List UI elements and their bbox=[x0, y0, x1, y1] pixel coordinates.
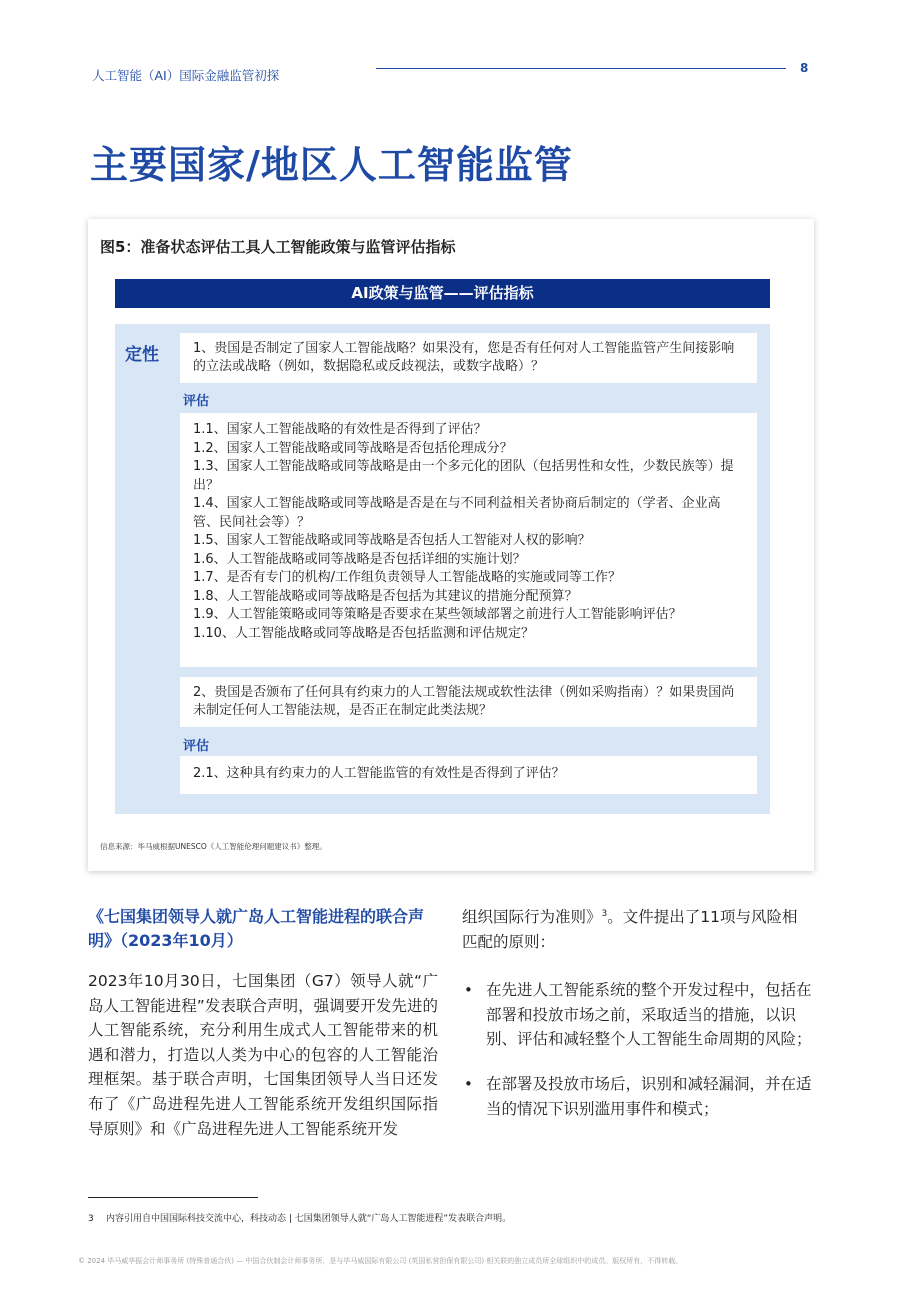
body-paragraph: 2023年10月30日，七国集团（G7）领导人就“广岛人工智能进程”发表联合声明，强调要开发先进的人工智能系统，充分利用生成式人工智能带来的机遇和潜力，打造以人类为中心的包容的人工智能治理框架。基于联合声明，七国集团领导人当日还发布了《广岛进程先进人工智能系统开发组织国际指导原则》和《广岛进程先进人工智能系统开发 bbox=[88, 972, 438, 1138]
footnote-reference[interactable]: 3 bbox=[601, 908, 608, 919]
figure-card bbox=[88, 219, 814, 871]
principles-list bbox=[462, 978, 812, 1121]
running-header-title: 人工智能（AI）国际金融监管初探 bbox=[92, 68, 280, 83]
footnote-text: 内容引用自中国国际科技交流中心，科技动态 | 七国集团领导人就“广岛人工智能进程”发表联合声明。 bbox=[106, 1214, 512, 1224]
page-title: 主要国家/地区人工智能监管 bbox=[90, 143, 573, 187]
list-item bbox=[462, 978, 812, 1052]
figure-source: 信息来源：毕马威根据UNESCO《人工智能伦理问题建议书》整理。 bbox=[100, 842, 327, 851]
copyright-footer: © 2024 毕马威华振会计师事务所 (特殊普通合伙) — 中国合伙制会计师事务所，是与毕马威国际有限公司 (英国私营担保有限公司) 相关联的独立成员所全球组织中的成员。版权所有，不得转载。 bbox=[78, 1257, 683, 1265]
list-item-text: 在部署及投放市场后，识别和减轻漏洞，并在适当的情况下识别滥用事件和模式； bbox=[486, 1074, 812, 1118]
evaluation-item: 1.6、人工智能战略或同等战略是否包括详细的实施计划？ bbox=[193, 551, 526, 567]
question-1-box: 1、贵国是否制定了国家人工智能战略？如果没有，您是否有任何对人工智能监管产生间接影响的立法或战略（例如，数据隐私或反歧视法，或数字战略）？ bbox=[180, 333, 757, 383]
list-item bbox=[462, 1072, 812, 1121]
footnote-number: 3 bbox=[88, 1214, 94, 1224]
header-rule bbox=[376, 68, 786, 69]
evaluation-item: 1.7、是否有专门的机构/工作组负责领导人工智能战略的实施或同等工作？ bbox=[193, 570, 622, 585]
evaluation-list-2 bbox=[180, 756, 757, 794]
list-item-text: 在先进人工智能系统的整个开发过程中，包括在部署和投放市场之前，采取适当的措施，以识别、评估和减轻整个人工智能生命周期的风险； bbox=[486, 981, 812, 1049]
right-column bbox=[462, 905, 812, 1141]
evaluation-item: 1.10、人工智能战略或同等战略是否包括监测和评估规定？ bbox=[193, 625, 534, 641]
left-column bbox=[88, 905, 438, 1141]
footnote bbox=[88, 1211, 511, 1224]
evaluation-list-1 bbox=[180, 413, 757, 667]
evaluation-item: 1.5、国家人工智能战略或同等战略是否包括人工智能对人权的影响？ bbox=[193, 533, 591, 548]
evaluation-label-1: 评估 bbox=[183, 394, 210, 409]
figure-panel bbox=[115, 324, 770, 814]
evaluation-item: 2.1、这种具有约束力的人工智能监管的有效性是否得到了评估？ bbox=[193, 766, 565, 781]
evaluation-item: 1.1、国家人工智能战略的有效性是否得到了评估？ bbox=[193, 422, 487, 437]
continuation-text: 组织国际行为准则》 bbox=[462, 908, 602, 926]
question-2-box: 2、贵国是否颁布了任何具有约束力的人工智能法规或软性法律（例如采购指南）？如果贵国尚未制定任何人工智能法规，是否正在制定此类法规？ bbox=[180, 677, 757, 727]
bullet-icon: • bbox=[464, 1074, 473, 1093]
evaluation-item: 1.2、国家人工智能战略或同等战略是否包括伦理成分？ bbox=[193, 440, 513, 456]
evaluation-item: 1.3、国家人工智能战略或同等战略是由一个多元化的团队（包括男性和女性，少数民族等）提出？ bbox=[193, 459, 734, 493]
footnote-rule bbox=[88, 1197, 258, 1198]
figure-title: 图5：准备状态评估工具人工智能政策与监管评估指标 bbox=[100, 238, 456, 256]
evaluation-item: 1.4、国家人工智能战略或同等战略是否是在与不同利益相关者协商后制定的（学者、企业高管、民间社会等）？ bbox=[193, 496, 721, 530]
evaluation-item: 1.8、人工智能战略或同等战略是否包括为其建议的措施分配预算？ bbox=[193, 588, 578, 604]
section-heading: 《七国集团领导人就广岛人工智能进程的联合声明》（2023年10月） bbox=[88, 907, 425, 950]
page-number: 8 bbox=[800, 61, 809, 75]
figure-banner: AI政策与监管——评估指标 bbox=[115, 279, 770, 308]
qualitative-label: 定性 bbox=[125, 345, 159, 365]
evaluation-item: 1.9、人工智能策略或同等策略是否要求在某些领域部署之前进行人工智能影响评估？ bbox=[193, 607, 682, 622]
evaluation-label-2: 评估 bbox=[183, 739, 210, 754]
bullet-icon: • bbox=[464, 981, 473, 1000]
continuation-tail: 。文件提出了11项与风险相匹配的原则： bbox=[462, 908, 798, 951]
continuation-paragraph bbox=[462, 905, 812, 954]
